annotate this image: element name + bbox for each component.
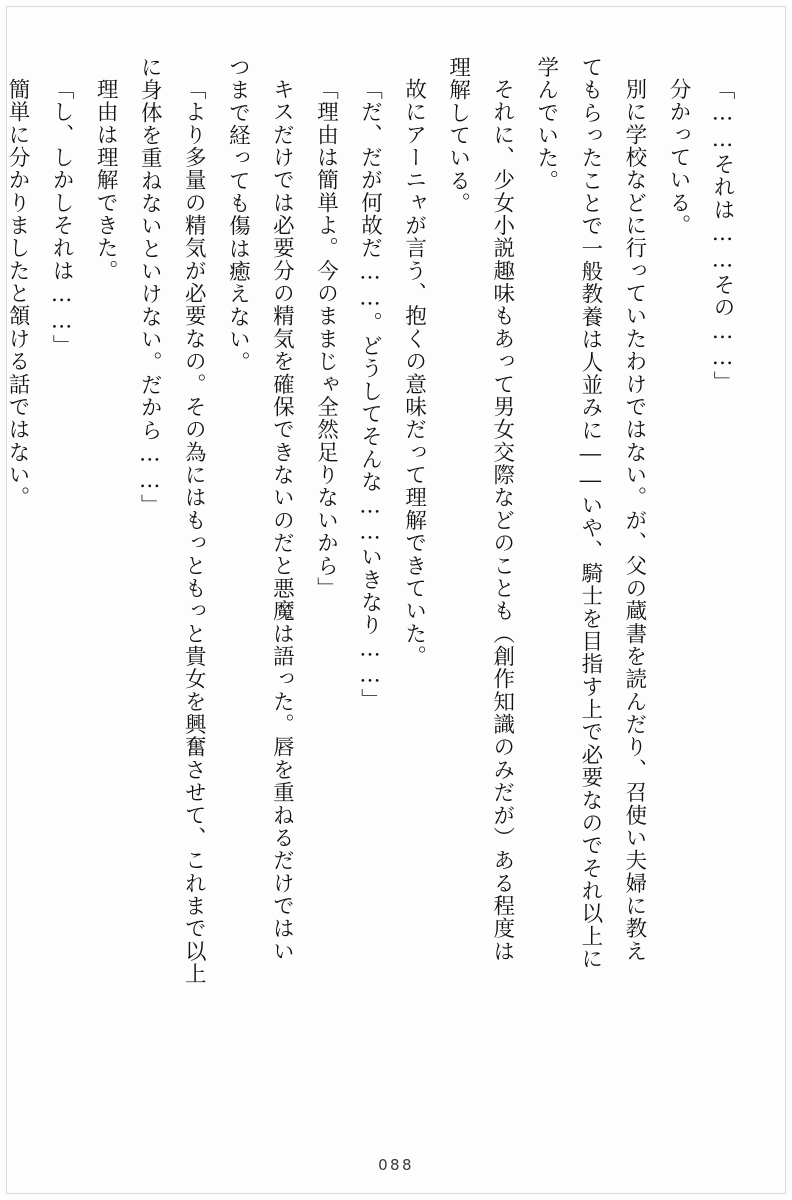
paragraph: 「し、しかしそれは……」 (49, 77, 75, 357)
paragraph: 別に学校などに行っていたわけではない。が、父の蔵書を読んだり、召使い夫婦に教え (621, 77, 647, 963)
paragraph: つまで経っても傷は癒えない。 (225, 56, 251, 374)
paragraph: キスだけでは必要分の精気を確保できないのだと悪魔は語った。唇を重ねるだけではい (269, 77, 295, 963)
paragraph: 「……それは……その……」 (710, 77, 735, 394)
paragraph: 「だ、だが何故だ……。どうしてそんな……いきなり……」 (357, 77, 383, 711)
paragraph: 故にアーニャが言う、抱くの意味だって理解できていた。 (401, 77, 427, 668)
paragraph: てもらったことで一般教養は人並みに――いや、騎士を目指す上で必要なのでそれ以上に (577, 56, 603, 971)
paragraph: それに、少女小説趣味もあって男女交際などのことも（創作知識のみだが）ある程度は (489, 77, 515, 963)
paragraph: 「理由は簡単よ。今のままじゃ全然足りないから」 (313, 77, 339, 600)
vertical-text-body (5, 56, 744, 1116)
page-number: 088 (378, 1156, 414, 1174)
paragraph: 学んでいた。 (533, 56, 559, 193)
paragraph: 理由は理解できた。 (93, 77, 119, 282)
paragraph: 「より多量の精気が必要なの。その為にはもっともっと貴女を興奮させて、これまで以上 (181, 77, 207, 985)
paragraph: 分かっている。 (665, 77, 691, 237)
paragraph: 簡単に分かりましたと頷ける話ではない。 (5, 77, 30, 509)
paragraph: 理解している。 (445, 56, 471, 215)
paragraph: に身体を重ねないといけない。だから……」 (137, 56, 163, 517)
